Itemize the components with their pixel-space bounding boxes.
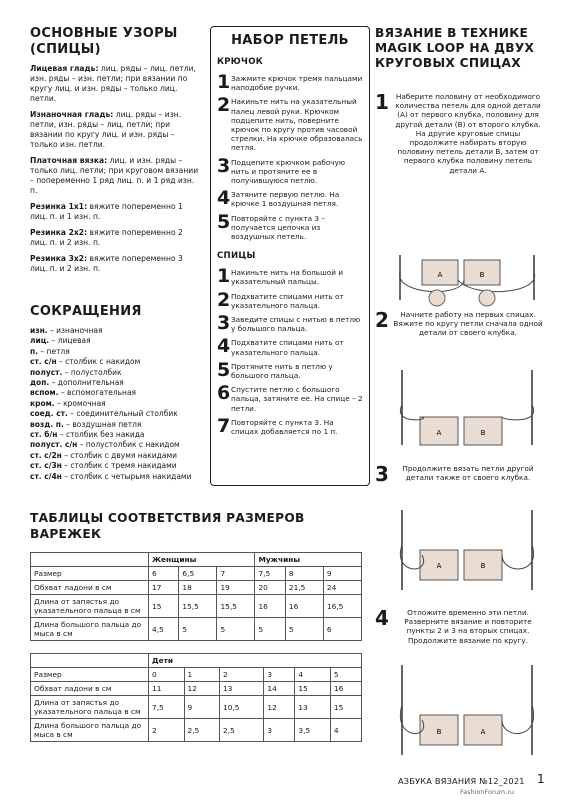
- table-header-row: [31, 654, 362, 668]
- table-cell: 5: [330, 668, 361, 682]
- step-item: [217, 384, 363, 413]
- table-cell: 17: [149, 581, 179, 595]
- step-number: 2: [217, 94, 231, 117]
- magic-step-3: [375, 464, 545, 484]
- kids-header: Дети: [149, 654, 362, 668]
- abbreviation-key: кром.: [30, 398, 55, 408]
- watermark: FashionForum.ru: [460, 788, 514, 796]
- table-cell: 12: [264, 696, 295, 719]
- table-row: [31, 719, 362, 742]
- step-text: Наберите половину от необходимого количества петель для одной детали (А) от первого клубка, половину для другой детали (В) от второго клубка. На другие круговые спицы продолжите набирать вторую половину петель детали В, затем от первого клубка половину петель детали А.: [395, 92, 541, 175]
- step-number: 1: [217, 265, 231, 288]
- label-b: В: [436, 728, 442, 736]
- hook-subtitle: КРЮЧОК: [217, 57, 263, 67]
- sizes-title: ТАБЛИЦЫ СООТВЕТСТВИЯ РАЗМЕРОВ ВАРЕЖЕК: [30, 511, 305, 541]
- table-cell: 13: [220, 682, 264, 696]
- cast-on-box: [210, 26, 370, 486]
- abbreviation-value: – изнаночная: [47, 326, 103, 335]
- step-number: 1: [217, 71, 231, 93]
- table-row: [31, 595, 362, 618]
- table-cell: 11: [149, 682, 185, 696]
- page-number: 1: [537, 772, 545, 786]
- abbreviation-key: лиц.: [30, 336, 50, 346]
- pattern-item: [30, 254, 200, 274]
- table-row: [31, 682, 362, 696]
- abbreviation-item: [30, 461, 200, 471]
- table-cell: 5: [179, 618, 217, 641]
- magic-step-2: [375, 310, 545, 338]
- step-item: [217, 189, 363, 208]
- step-text: Зажмите крючок тремя пальцами наподобие ручки.: [231, 74, 363, 93]
- abbreviations-title: СОКРАЩЕНИЯ: [30, 304, 142, 319]
- label-b: В: [480, 429, 486, 437]
- step-item: [217, 337, 363, 356]
- abbreviation-key: соед. ст.: [30, 409, 68, 419]
- abbreviation-key: ст. б/н: [30, 430, 58, 440]
- table-cell: 16: [255, 595, 285, 618]
- abbreviation-key: ст. с/3н: [30, 461, 62, 471]
- label-a: А: [436, 429, 442, 437]
- step-number: 7: [217, 414, 231, 437]
- pattern-item: [30, 64, 200, 104]
- abbreviation-key: ст. с/2н: [30, 450, 62, 460]
- table-cell: 5: [217, 618, 255, 641]
- abbreviation-item: [30, 451, 200, 461]
- abbreviation-key: ст. с/4н: [30, 471, 62, 481]
- abbreviation-value: – столбик с двумя накидами: [61, 450, 177, 460]
- abbreviation-item: [30, 420, 200, 430]
- sizes-section: [30, 510, 370, 742]
- table-cell: 2,5: [220, 719, 264, 742]
- label-b: В: [479, 271, 485, 279]
- abbreviation-item: [30, 409, 200, 419]
- table-cell: 15: [295, 682, 331, 696]
- magic-step-1: [375, 92, 545, 175]
- table-cell: 3: [264, 668, 295, 682]
- illustration-step-3: [392, 505, 542, 600]
- pattern-item: [30, 228, 200, 248]
- step-text: Протяните нить в петлю у большого пальца.: [231, 361, 333, 381]
- label-a: А: [480, 728, 486, 736]
- table-cell: 6: [323, 618, 361, 641]
- illustration-step-2: [392, 365, 542, 455]
- abbreviation-value: – соединительный столбик: [67, 409, 178, 419]
- abbreviation-value: – вспомогательная: [58, 388, 137, 398]
- step-text: Повторяйте с пункта 3. На спицах добавляется по 1 п.: [231, 417, 338, 437]
- magic-step-4: [375, 608, 545, 645]
- abbreviation-item: [30, 336, 200, 346]
- table-row: [31, 581, 362, 595]
- abbreviation-value: – дополнительная: [49, 378, 124, 388]
- abbreviation-key: изн.: [30, 326, 48, 335]
- pattern-name: Изнаночная гладь:: [30, 110, 114, 119]
- table-cell: 14: [264, 682, 295, 696]
- step-item: [217, 267, 363, 286]
- magic-loop-title: ВЯЗАНИЕ В ТЕХНИКЕ MAGIK LOOP НА ДВУХ КРУГОВЫХ СПИЦАХ: [375, 26, 535, 70]
- label-b: В: [480, 562, 486, 570]
- abbreviation-item: [30, 388, 200, 398]
- step-item: [217, 210, 363, 242]
- step-item: [217, 314, 363, 333]
- women-header: Женщины: [149, 553, 255, 567]
- table-cell: 24: [323, 581, 361, 595]
- step-item: [217, 73, 363, 92]
- step-item: [217, 154, 363, 186]
- table-cell: 6: [149, 567, 179, 581]
- abbreviation-item: [30, 378, 200, 388]
- step-text: Затяните первую петлю. На крючке 1 воздушная петля.: [231, 190, 340, 209]
- row-label: Длина большого пальца до мыса в см: [31, 719, 149, 742]
- table-cell: 21,5: [285, 581, 323, 595]
- step-number: 5: [217, 358, 231, 381]
- table-cell: 19: [217, 581, 255, 595]
- step-item: [217, 358, 363, 381]
- table-cell: 0: [149, 668, 185, 682]
- table-cell: 5: [285, 618, 323, 641]
- label-a: А: [436, 562, 442, 570]
- patterns-list: [30, 64, 200, 274]
- abbreviation-item: [30, 326, 200, 336]
- left-column: [30, 26, 200, 482]
- pattern-item: [30, 156, 200, 196]
- pattern-name: Платочная вязка:: [30, 156, 108, 165]
- abbreviation-item: [30, 347, 200, 357]
- pattern-desc: лиц. и изн. ряды – только лиц. петли; при круговом вязании – попеременно 1 ряд лиц. п. и 1 ряд изн. п.: [30, 156, 199, 195]
- abbreviation-value: – полустолбик с накидом: [77, 440, 180, 450]
- pattern-desc: лиц. ряды – изн. петли, изн. ряды – лиц. петли; при вязании по кругу лиц. и изн. ряды – только изн. петли.: [30, 110, 182, 149]
- step-text: Отложите временно эти петли. Разверните вязание и повторите пункты 2 и 3 на вторых спицах. Продолжите вязание по кругу.: [404, 608, 532, 645]
- pattern-name: Лицевая гладь:: [30, 64, 99, 73]
- table-row: [31, 668, 362, 682]
- row-label: Обхват ладони в см: [31, 682, 149, 696]
- pattern-item: [30, 110, 200, 150]
- table-cell: 16: [330, 682, 361, 696]
- row-label: Длина от запястья до указательного пальца в см: [31, 595, 149, 618]
- table-row: [31, 567, 362, 581]
- abbreviation-key: возд. п.: [30, 419, 64, 429]
- step-text: Подцепите крючком рабочую нить и протяните ее в получившуюся петлю.: [231, 157, 346, 186]
- table-cell: 2: [220, 668, 264, 682]
- step-number: 2: [217, 288, 231, 311]
- step-item: [217, 288, 363, 311]
- table-cell: 15: [149, 595, 179, 618]
- table-cell: 18: [179, 581, 217, 595]
- abbreviation-key: ст. с/н: [30, 357, 57, 367]
- men-header: Мужчины: [255, 553, 362, 567]
- step-item: [217, 414, 363, 437]
- abbreviation-value: – полустолбик: [62, 367, 122, 377]
- table-cell: 16,5: [323, 595, 361, 618]
- step-number: 4: [217, 187, 231, 210]
- hook-steps: [217, 73, 363, 241]
- table-cell: 2,5: [184, 719, 220, 742]
- pattern-item: [30, 202, 200, 222]
- table-cell: 3,5: [295, 719, 331, 742]
- step-text: Продолжите вязать петли другой детали также от своего клубка.: [402, 464, 534, 483]
- table-cell: 12: [184, 682, 220, 696]
- abbreviation-item: [30, 430, 200, 440]
- table-cell: 4: [295, 668, 331, 682]
- pattern-name: Резинка 2х2:: [30, 228, 88, 237]
- middle-column: [210, 26, 370, 486]
- abbreviation-item: [30, 357, 200, 367]
- cast-on-title: НАБОР ПЕТЕЛЬ: [231, 33, 349, 48]
- abbreviation-value: – столбик с тремя накидами: [61, 461, 177, 471]
- step-text: Подхватите спицами нить от указательного пальца.: [231, 338, 344, 357]
- step-item: [217, 96, 363, 152]
- table-cell: 7: [217, 567, 255, 581]
- step-number: 3: [375, 462, 389, 486]
- table-cell: 20: [255, 581, 285, 595]
- step-text: Спустите петлю с большого пальца, затяните ее. На спице – 2 петли.: [231, 385, 363, 413]
- abbreviation-value: – кромочная: [54, 398, 106, 408]
- illustration-step-4: [392, 660, 542, 760]
- abbreviation-value: – столбик без накида: [57, 430, 145, 440]
- right-column: [375, 26, 545, 71]
- needle-steps: [217, 267, 363, 436]
- abbreviation-value: – петля: [38, 346, 70, 356]
- abbreviation-item: [30, 368, 200, 378]
- pattern-desc: лиц. ряды – лиц. петли, изн. ряды – изн. петли; при вязании по кругу лиц. и изн. ряды – только лиц. петли.: [30, 64, 196, 103]
- table-cell: 13: [295, 696, 331, 719]
- table-row: [31, 696, 362, 719]
- abbreviation-key: полуст. с/н: [30, 440, 78, 450]
- magazine-footer: АЗБУКА ВЯЗАНИЯ №12_2021: [398, 776, 525, 786]
- table-cell: 3: [264, 719, 295, 742]
- kids-sizes-table: [30, 653, 362, 742]
- step-text: Заведите спицы с нитью в петлю у большого пальца.: [231, 315, 361, 334]
- patterns-title: ОСНОВНЫЕ УЗОРЫ (СПИЦЫ): [30, 26, 178, 57]
- pattern-name: Резинка 3х2:: [30, 254, 88, 263]
- table-cell: 16: [285, 595, 323, 618]
- step-text: Накиньте нить на большой и указательный пальцы.: [231, 268, 344, 287]
- step-number: 3: [217, 312, 231, 335]
- abbreviation-key: полуст.: [30, 367, 63, 377]
- pattern-desc: вяжите попеременно 1 лиц. п. и 1 изн. п.: [30, 202, 183, 221]
- step-number: 2: [375, 308, 389, 332]
- table-cell: 15: [330, 696, 361, 719]
- row-label: Длина большого пальца до мыса в см: [31, 618, 149, 641]
- step-number: 4: [375, 606, 389, 630]
- step-text: Подхватите спицами нить от указательного пальца.: [231, 291, 344, 310]
- step-text: Начните работу на первых спицах. Вяжите по кругу петли сначала одной детали от своего клубка.: [393, 310, 543, 338]
- table-header-row: [31, 553, 362, 567]
- step-number: 3: [217, 154, 231, 177]
- row-label: Обхват ладони в см: [31, 581, 149, 595]
- pattern-desc: вяжите попеременно 2 лиц. п. и 2 изн. п.: [30, 228, 183, 247]
- abbreviation-key: п.: [30, 346, 39, 356]
- row-label: Размер: [31, 567, 149, 581]
- row-label: Длина от запястья до указательного пальца в см: [31, 696, 149, 719]
- abbreviation-value: – лицевая: [49, 336, 91, 346]
- pattern-name: Резинка 1х1:: [30, 202, 88, 211]
- illustration-step-1: [392, 250, 542, 310]
- table-cell: 15,5: [217, 595, 255, 618]
- table-cell: 9: [323, 567, 361, 581]
- table-cell: 6,5: [179, 567, 217, 581]
- table-cell: 8: [285, 567, 323, 581]
- table-cell: 9: [184, 696, 220, 719]
- step-number: 6: [217, 382, 231, 405]
- abbreviation-item: [30, 399, 200, 409]
- table-row: [31, 618, 362, 641]
- adult-sizes-table: [30, 552, 362, 641]
- label-a: А: [437, 271, 443, 279]
- step-number: 1: [375, 90, 389, 114]
- abbreviation-key: доп.: [30, 378, 50, 388]
- abbreviation-value: – столбик с четырьмя накидами: [61, 471, 192, 481]
- step-text: Повторяйте с пункта 3 – получается цепочка из воздушных петель.: [231, 213, 326, 242]
- abbreviation-key: вспом.: [30, 388, 59, 398]
- table-cell: 1: [184, 668, 220, 682]
- abbreviation-item: [30, 472, 200, 482]
- table-cell: 7,5: [149, 696, 185, 719]
- step-text: Накиньте нить на указательный палец левой руки. Крючком подцепите нить, поверните крючок по кругу против часовой стрелки. На крючке образовалась петля.: [231, 97, 363, 153]
- table-cell: 5: [255, 618, 285, 641]
- table-cell: 2: [149, 719, 185, 742]
- table-cell: 7,5: [255, 567, 285, 581]
- step-number: 5: [217, 210, 231, 233]
- table-cell: 10,5: [220, 696, 264, 719]
- abbreviation-value: – столбик с накидом: [56, 357, 141, 367]
- table-cell: 4,5: [149, 618, 179, 641]
- abbreviation-value: – воздушная петля: [63, 419, 142, 429]
- table-cell: 15,5: [179, 595, 217, 618]
- table-cell: 4: [330, 719, 361, 742]
- step-number: 4: [217, 335, 231, 358]
- row-label: Размер: [31, 668, 149, 682]
- abbreviations-list: [30, 326, 200, 482]
- abbreviation-item: [30, 440, 200, 450]
- needle-subtitle: СПИЦЫ: [217, 251, 256, 262]
- pattern-desc: вяжите попеременно 3 лиц. п. и 2 изн. п.: [30, 254, 183, 273]
